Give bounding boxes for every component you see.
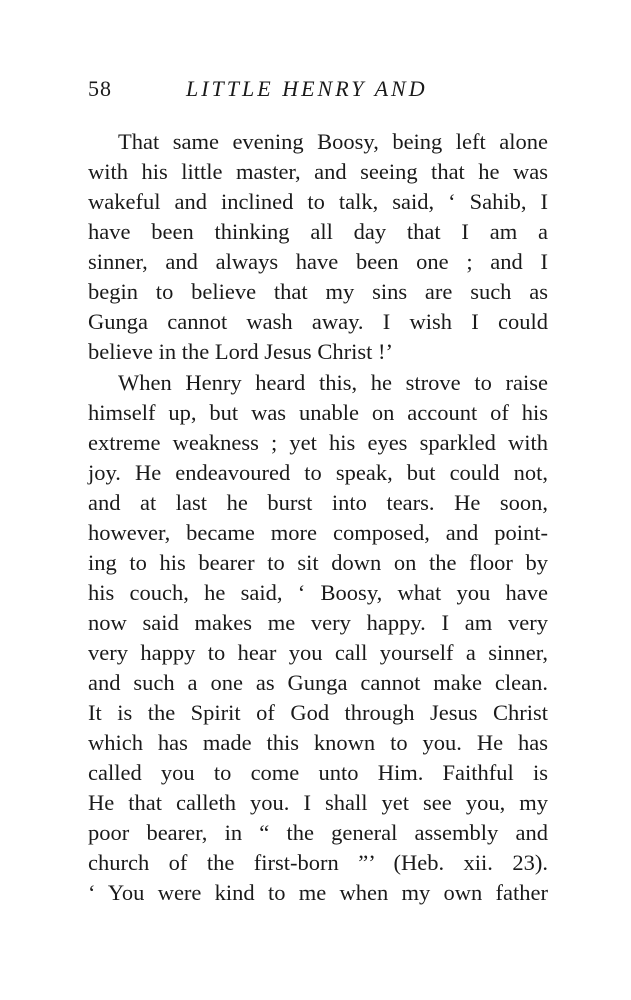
- running-title: LITTLE HENRY AND: [186, 76, 428, 101]
- text-line: poor bearer, in “ the general assembly and: [88, 820, 548, 845]
- text-line: his couch, he said, ‘ Boosy, what you have: [88, 580, 548, 605]
- text-line: very happy to hear you call yourself a sinner,: [88, 640, 548, 665]
- text-line: with his little master, and seeing that he was: [88, 159, 548, 184]
- text-line: ing to his bearer to sit down on the floor by: [88, 550, 548, 575]
- page-number: 58: [88, 76, 112, 101]
- text-line: It is the Spirit of God through Jesus Christ: [88, 700, 548, 725]
- page-header: [88, 76, 548, 106]
- text-line: church of the first-born ”’ (Heb. xii. 23).: [88, 850, 548, 875]
- text-line: now said makes me very happy. I am very: [88, 610, 548, 635]
- text-line: called you to come unto Him. Faithful is: [88, 760, 548, 785]
- text-line: sinner, and always have been one ; and I: [88, 249, 548, 274]
- text-line: wakeful and inclined to talk, said, ‘ Sahib, I: [88, 189, 548, 214]
- text-line: extreme weakness ; yet his eyes sparkled with: [88, 430, 548, 455]
- text-line: That same evening Boosy, being left alone: [118, 129, 548, 154]
- text-line: and at last he burst into tears. He soon,: [88, 490, 548, 515]
- text-line: begin to believe that my sins are such as: [88, 279, 548, 304]
- text-line: joy. He endeavoured to speak, but could not,: [88, 460, 548, 485]
- text-line: himself up, but was unable on account of his: [88, 400, 548, 425]
- text-line: which has made this known to you. He has: [88, 730, 548, 755]
- text-line: When Henry heard this, he strove to raise: [118, 370, 548, 395]
- text-line: He that calleth you. I shall yet see you, my: [88, 790, 548, 815]
- text-line: have been thinking all day that I am a: [88, 219, 548, 244]
- text-line: ‘ You were kind to me when my own father: [88, 880, 548, 905]
- text-line: and such a one as Gunga cannot make clean.: [88, 670, 548, 695]
- text-line: however, became more composed, and point-: [88, 520, 548, 545]
- text-line: Gunga cannot wash away. I wish I could: [88, 309, 548, 334]
- text-line: believe in the Lord Jesus Christ !’: [88, 339, 393, 364]
